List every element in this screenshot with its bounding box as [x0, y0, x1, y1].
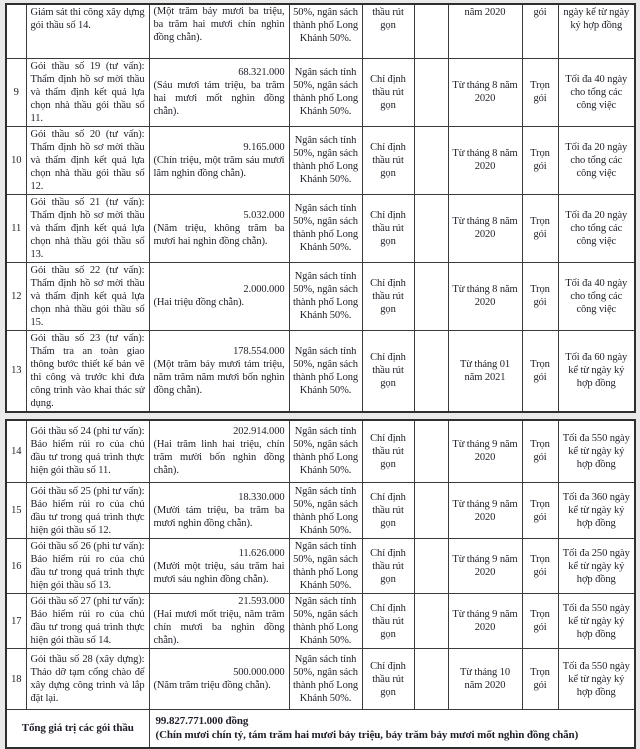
selection-time-cell: Từ tháng 9 năm 2020	[448, 420, 522, 483]
selection-time-cell: Từ tháng 9 năm 2020	[448, 594, 522, 649]
price-number: 2.000.000	[243, 284, 285, 295]
package-name-cell: Gói thầu số 24 (phi tư vấn): Bảo hiểm rủi ro của chủ đầu tư trong quá trình thực hiện gói thầu số 11.	[26, 420, 149, 483]
empty-cell	[414, 649, 448, 710]
empty-cell	[414, 539, 448, 594]
empty-cell	[414, 4, 448, 58]
selection-method-cell: Chỉ định thầu rút gọn	[362, 649, 414, 710]
contract-type-cell: Trọn gói	[522, 194, 558, 262]
table-row	[6, 330, 635, 412]
price-number: 5.032.000	[243, 209, 285, 221]
contract-type-cell: Trọn gói	[522, 483, 558, 539]
price-in-words: (Hai trăm linh hai triệu, chín trăm mười bốn nghìn đồng chẵn).	[153, 439, 285, 477]
table-row	[6, 649, 635, 710]
row-number-cell: 10	[6, 126, 26, 194]
price-number: 9.165.000	[243, 141, 285, 153]
empty-cell	[414, 330, 448, 412]
empty-cell	[414, 126, 448, 194]
package-price-cell	[149, 483, 289, 539]
funding-source-cell: 50%, ngân sách thành phố Long Khánh 50%.	[289, 4, 362, 58]
package-name-cell: Giám sát thi công xây dựng gói thầu số 14.	[26, 4, 149, 58]
package-name-cell: Gói thầu số 27 (phi tư vấn): Bảo hiểm rủi ro của chủ đầu tư trong quá trình thực hiện gói thầu số 14.	[26, 594, 149, 649]
table-row	[6, 483, 635, 539]
price-in-words: (Mười tám triệu, ba trăm ba mươi nghìn đồng chẵn).	[153, 505, 285, 529]
price-in-words: (Mười một triệu, sáu trăm hai mươi sáu nghìn đồng chẵn).	[153, 560, 285, 585]
empty-cell	[414, 58, 448, 126]
duration-cell: Tối đa 550 ngày kể từ ngày ký hợp đồng	[558, 649, 635, 710]
package-price-cell	[149, 4, 289, 58]
selection-time-cell: Từ tháng 8 năm 2020	[448, 262, 522, 330]
price-number: 68.321.000	[238, 67, 285, 78]
table-row	[6, 262, 635, 330]
selection-time-cell: Từ tháng 9 năm 2020	[448, 483, 522, 539]
price-number: 500.000.000	[233, 667, 285, 678]
price-number: 21.593.000	[238, 596, 285, 607]
duration-cell: Tối đa 360 ngày kể từ ngày ký hợp đồng	[558, 483, 635, 539]
row-number-cell: 17	[6, 594, 26, 649]
contract-type-cell: Trọn gói	[522, 539, 558, 594]
table-row	[6, 420, 635, 483]
funding-source-cell: Ngân sách tỉnh 50%, ngân sách thành phố Long Khánh 50%.	[289, 483, 362, 539]
bid-packages-table-page-1	[5, 3, 636, 413]
price-in-words: (Sáu mươi tám triệu, ba trăm hai mươi mốt nghìn đồng chẵn).	[153, 80, 285, 117]
package-price-cell	[149, 649, 289, 710]
package-price-cell	[149, 126, 289, 194]
price-number: 11.626.000	[238, 547, 285, 559]
price-in-words: (Năm triệu, không trăm ba mươi hai nghìn đồng chẵn).	[153, 222, 285, 247]
price-in-words: (Năm trăm triệu đồng chẵn).	[153, 680, 271, 691]
table-row	[6, 126, 635, 194]
price-number: 202.914.000	[233, 426, 285, 438]
empty-cell	[414, 483, 448, 539]
contract-type-cell: Trọn gói	[522, 594, 558, 649]
duration-cell: Tối đa 60 ngày kể từ ngày ký hợp đồng	[558, 330, 635, 412]
selection-method-cell: Chỉ định thầu rút gọn	[362, 483, 414, 539]
funding-source-cell: Ngân sách tỉnh 50%, ngân sách thành phố Long Khánh 50%.	[289, 649, 362, 710]
table-row	[6, 594, 635, 649]
funding-source-cell: Ngân sách tỉnh 50%, ngân sách thành phố Long Khánh 50%.	[289, 194, 362, 262]
contract-type-cell: Trọn gói	[522, 262, 558, 330]
empty-cell	[414, 262, 448, 330]
empty-cell	[414, 420, 448, 483]
table-row	[6, 4, 635, 58]
price-in-words: (Một trăm bảy mươi tám triệu, năm trăm năm mươi bốn nghìn đồng chẵn).	[153, 358, 285, 396]
row-number-cell: 11	[6, 194, 26, 262]
duration-cell: Tối đa 40 ngày cho tổng các công việc	[558, 58, 635, 126]
package-name-cell: Gói thầu số 25 (phi tư vấn): Bảo hiểm rủi ro của chủ đầu tư trong quá trình thực hiện gói thầu số 12.	[26, 483, 149, 539]
package-price-cell	[149, 58, 289, 126]
package-name-cell: Gói thầu số 20 (tư vấn): Thẩm định hồ sơ mời thầu và thẩm định kết quả lựa chọn nhà thầu gói thầu số 12.	[26, 126, 149, 194]
duration-cell: Tối đa 550 ngày kể từ ngày ký hợp đồng	[558, 420, 635, 483]
package-name-cell: Gói thầu số 28 (xây dựng): Tháo dỡ tạm cổng chào để xây dựng công trình và lắp đặt lại.	[26, 649, 149, 710]
contract-type-cell: Trọn gói	[522, 420, 558, 483]
selection-method-cell: thầu rút gọn	[362, 4, 414, 58]
funding-source-cell: Ngân sách tỉnh 50%, ngân sách thành phố Long Khánh 50%.	[289, 58, 362, 126]
price-in-words: (Một trăm bảy mươi ba triệu, ba trăm hai mươi chín nghìn đồng chẵn).	[153, 6, 285, 43]
selection-method-cell: Chỉ định thầu rút gọn	[362, 539, 414, 594]
row-number-cell: 9	[6, 58, 26, 126]
row-number-cell: 13	[6, 330, 26, 412]
row-number-cell: 15	[6, 483, 26, 539]
contract-type-cell: Trọn gói	[522, 649, 558, 710]
selection-method-cell: Chỉ định thầu rút gọn	[362, 420, 414, 483]
total-amount: 99.827.771.000 đồng	[155, 715, 249, 728]
row-number-cell: 16	[6, 539, 26, 594]
selection-time-cell: Từ tháng 8 năm 2020	[448, 194, 522, 262]
selection-method-cell: Chỉ định thầu rút gọn	[362, 262, 414, 330]
selection-time-cell: Từ tháng 8 năm 2020	[448, 58, 522, 126]
funding-source-cell: Ngân sách tỉnh 50%, ngân sách thành phố Long Khánh 50%.	[289, 330, 362, 412]
selection-time-cell: Từ tháng 8 năm 2020	[448, 126, 522, 194]
package-price-cell	[149, 262, 289, 330]
row-number-cell: 12	[6, 262, 26, 330]
selection-time-cell: năm 2020	[448, 4, 522, 58]
total-label-cell: Tổng giá trị các gói thầu	[6, 710, 149, 748]
price-number: 178.554.000	[233, 345, 285, 357]
duration-cell: ngày kể từ ngày ký hợp đồng	[558, 4, 635, 58]
table-row	[6, 194, 635, 262]
package-name-cell: Gói thầu số 26 (phi tư vấn): Bảo hiểm rủi ro của chủ đầu tư trong quá trình thực hiện gói thầu số 13.	[26, 539, 149, 594]
selection-time-cell: Từ tháng 9 năm 2020	[448, 539, 522, 594]
funding-source-cell: Ngân sách tỉnh 50%, ngân sách thành phố Long Khánh 50%.	[289, 126, 362, 194]
selection-method-cell: Chỉ định thầu rút gọn	[362, 58, 414, 126]
bid-packages-table-page-2	[5, 419, 636, 749]
funding-source-cell: Ngân sách tỉnh 50%, ngân sách thành phố Long Khánh 50%.	[289, 262, 362, 330]
table-row	[6, 58, 635, 126]
package-name-cell: Gói thầu số 19 (tư vấn): Thẩm định hồ sơ mời thầu và thẩm định kết quả lựa chọn nhà thầu gói thầu số 11.	[26, 58, 149, 126]
selection-method-cell: Chỉ định thầu rút gọn	[362, 126, 414, 194]
row-number-cell: 14	[6, 420, 26, 483]
contract-type-cell: Trọn gói	[522, 58, 558, 126]
total-value-cell	[149, 710, 635, 748]
table-row	[6, 539, 635, 594]
funding-source-cell: Ngân sách tỉnh 50%, ngân sách thành phố Long Khánh 50%.	[289, 594, 362, 649]
row-number-cell	[6, 4, 26, 58]
row-number-cell: 18	[6, 649, 26, 710]
duration-cell: Tối đa 550 ngày kể từ ngày ký hợp đồng	[558, 594, 635, 649]
package-price-cell	[149, 539, 289, 594]
duration-cell: Tối đa 250 ngày kể từ ngày ký hợp đồng	[558, 539, 635, 594]
funding-source-cell: Ngân sách tỉnh 50%, ngân sách thành phố Long Khánh 50%.	[289, 420, 362, 483]
price-number: 18.330.000	[238, 492, 285, 503]
total-row	[6, 710, 635, 748]
package-name-cell: Gói thầu số 23 (tư vấn): Thẩm tra an toàn giao thông bước thiết kế bản vẽ thi công và trước khi đưa công trình vào khai thác sử dụng.	[26, 330, 149, 412]
selection-time-cell: Từ tháng 10 năm 2020	[448, 649, 522, 710]
selection-method-cell: Chỉ định thầu rút gọn	[362, 194, 414, 262]
package-price-cell	[149, 594, 289, 649]
price-in-words: (Hai mươi mốt triệu, năm trăm chín mươi ba nghìn đồng chẵn).	[153, 609, 285, 646]
price-in-words: (Hai triệu đồng chẵn).	[153, 297, 245, 308]
package-name-cell: Gói thầu số 21 (tư vấn): Thẩm định hồ sơ mời thầu và thẩm định kết quả lựa chọn nhà thầu gói thầu số 13.	[26, 194, 149, 262]
package-price-cell	[149, 194, 289, 262]
funding-source-cell: Ngân sách tỉnh 50%, ngân sách thành phố Long Khánh 50%.	[289, 539, 362, 594]
contract-type-cell: Trọn gói	[522, 126, 558, 194]
selection-method-cell: Chỉ định thầu rút gọn	[362, 594, 414, 649]
duration-cell: Tối đa 20 ngày cho tổng các công việc	[558, 126, 635, 194]
document-page	[0, 3, 640, 742]
duration-cell: Tối đa 20 ngày cho tổng các công việc	[558, 194, 635, 262]
empty-cell	[414, 194, 448, 262]
empty-cell	[414, 594, 448, 649]
duration-cell: Tối đa 40 ngày cho tổng các công việc	[558, 262, 635, 330]
contract-type-cell: Trọn gói	[522, 330, 558, 412]
package-name-cell: Gói thầu số 22 (tư vấn): Thẩm định hồ sơ mời thầu và thẩm định kết quả lựa chọn nhà thầu gói thầu số 15.	[26, 262, 149, 330]
package-price-cell	[149, 330, 289, 412]
total-in-words: (Chín mươi chín tỷ, tám trăm hai mươi bảy triệu, bảy trăm bảy mươi mốt nghìn đồng chẵn)	[155, 729, 579, 742]
contract-type-cell: gói	[522, 4, 558, 58]
package-price-cell	[149, 420, 289, 483]
selection-time-cell: Từ tháng 01 năm 2021	[448, 330, 522, 412]
price-in-words: (Chín triệu, một trăm sáu mươi lăm nghìn đồng chẵn).	[153, 154, 285, 179]
selection-method-cell: Chỉ định thầu rút gọn	[362, 330, 414, 412]
